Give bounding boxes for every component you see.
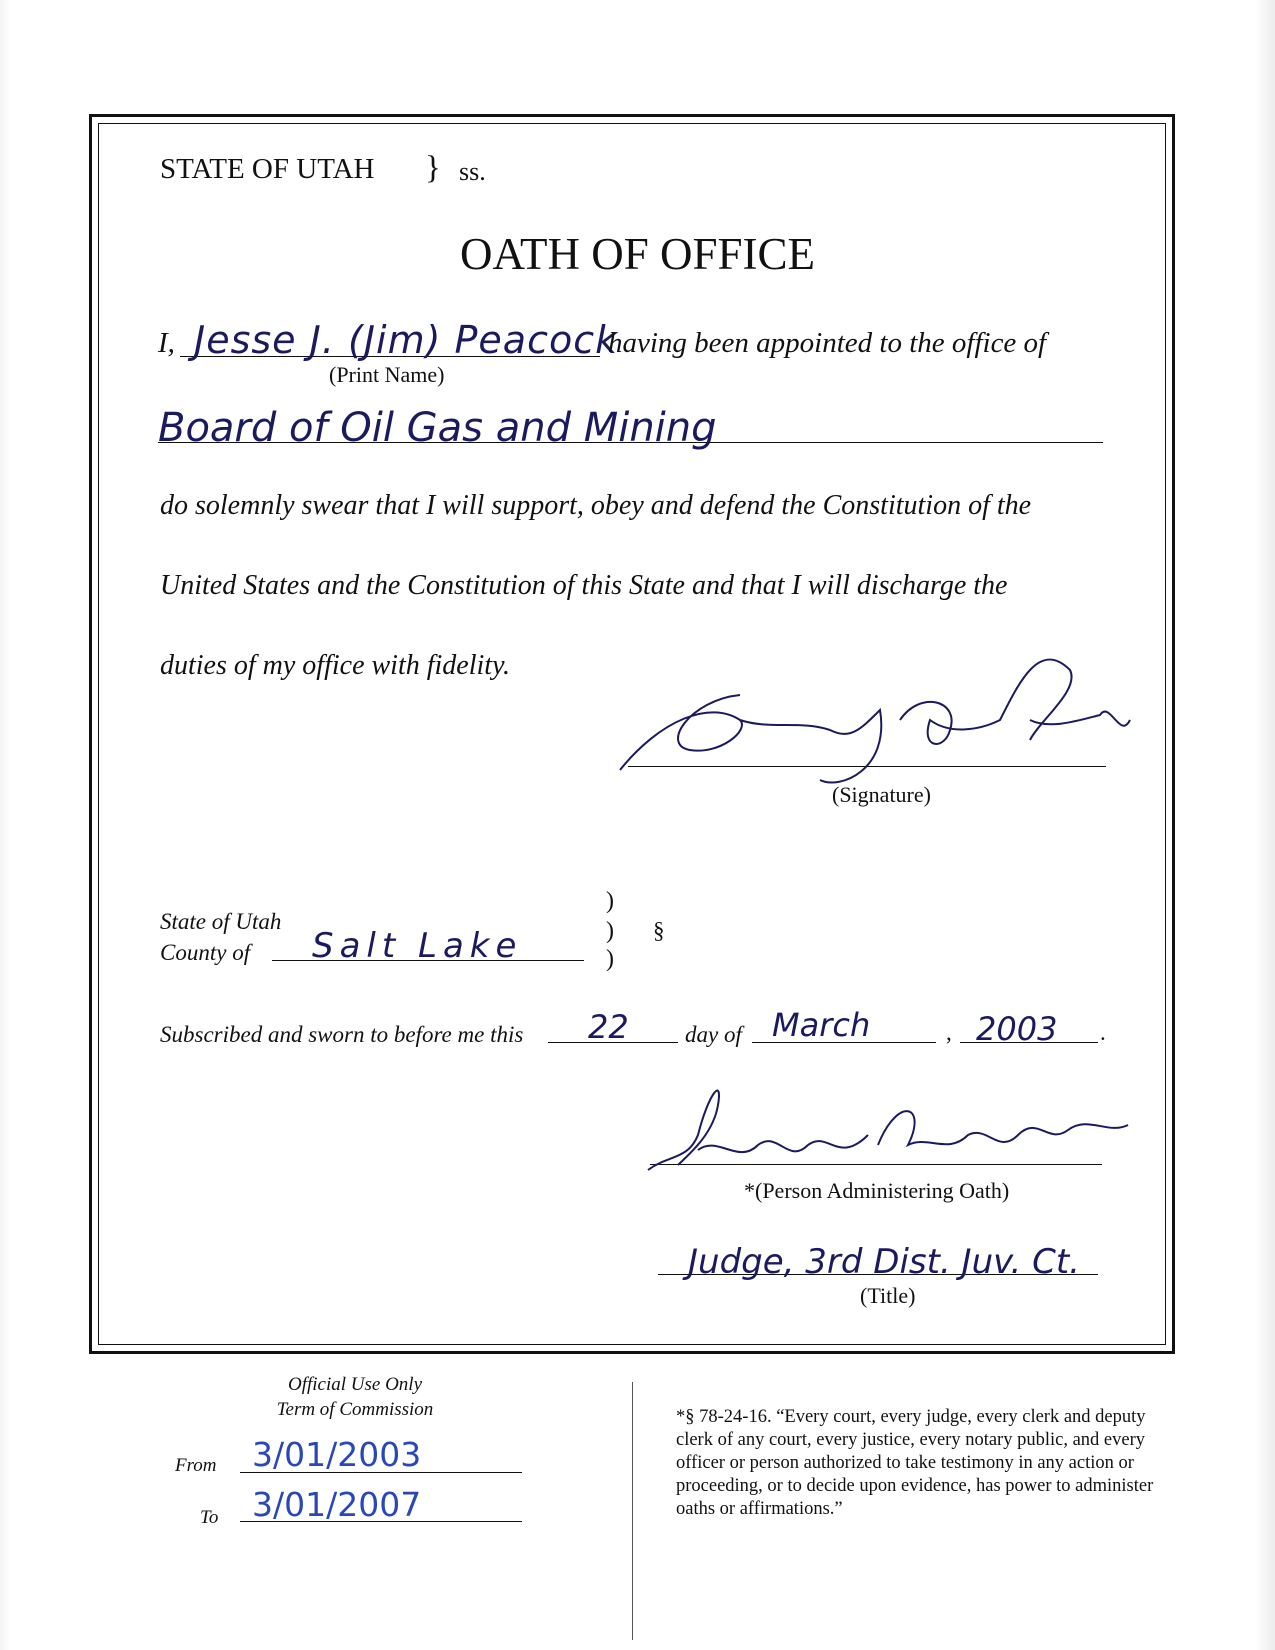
state-header: STATE OF UTAH [160,153,375,185]
handwritten-title: Judge, 3rd Dist. Juv. Ct. [688,1242,1080,1282]
sworn-prefix: Subscribed and sworn to before me this [160,1022,524,1047]
state-brace: } [425,150,441,186]
signature-caption: (Signature) [832,782,931,807]
title-caption: (Title) [860,1283,916,1308]
appointed-text: having been appointed to the office of [608,327,1047,359]
oath-body-line-1: do solemnly swear that I will support, obey and defend the Constitution of the [160,490,1032,521]
date-period: . [1100,1020,1106,1045]
handwritten-name: Jesse J. (Jim) Peacock [194,318,619,362]
oath-body-line-2: United States and the Constitution of this State and that I will discharge the [160,570,1008,601]
statute-footnote: *§ 78-24-16. “Every court, every judge, every clerk and deputy clerk of any court, every justice, every notary public, and every officer or person authorized to take testimony in any action or proceeding, or to decide upon evidence, has power to administer oaths or affirmations.” [676,1407,1154,1519]
venue-state: State of Utah [160,909,282,934]
paren-1: ) [606,888,614,914]
official-use-label: Official Use Only [287,1374,423,1395]
handwritten-office: Board of Oil Gas and Mining [158,405,717,451]
handwritten-to-date: 3/01/2007 [252,1485,422,1524]
venue-county-label: County of [160,940,251,965]
term-of-commission-label: Term of Commission [276,1399,434,1420]
ss-label: ss. [459,157,486,186]
document-title: OATH OF OFFICE [459,229,816,279]
administrator-caption: *(Person Administering Oath) [744,1178,1010,1203]
paren-2: ) [606,918,614,944]
section-symbol: § [653,918,665,943]
to-label: To [200,1507,219,1528]
paren-3: ) [606,946,614,972]
handwritten-county: Salt Lake [312,926,523,966]
handwritten-day: 22 [588,1008,629,1046]
print-name-caption: (Print Name) [329,362,445,387]
handwritten-month: March [772,1006,871,1044]
handwritten-from-date: 3/01/2003 [252,1435,422,1474]
date-comma: , [946,1020,952,1045]
from-label: From [175,1455,217,1476]
i-prefix: I, [158,327,175,359]
oath-body-line-3: duties of my office with fidelity. [160,650,510,681]
handwritten-year: 2003 [976,1010,1058,1048]
day-of-label: day of [685,1022,742,1047]
footer-divider [632,1382,633,1640]
